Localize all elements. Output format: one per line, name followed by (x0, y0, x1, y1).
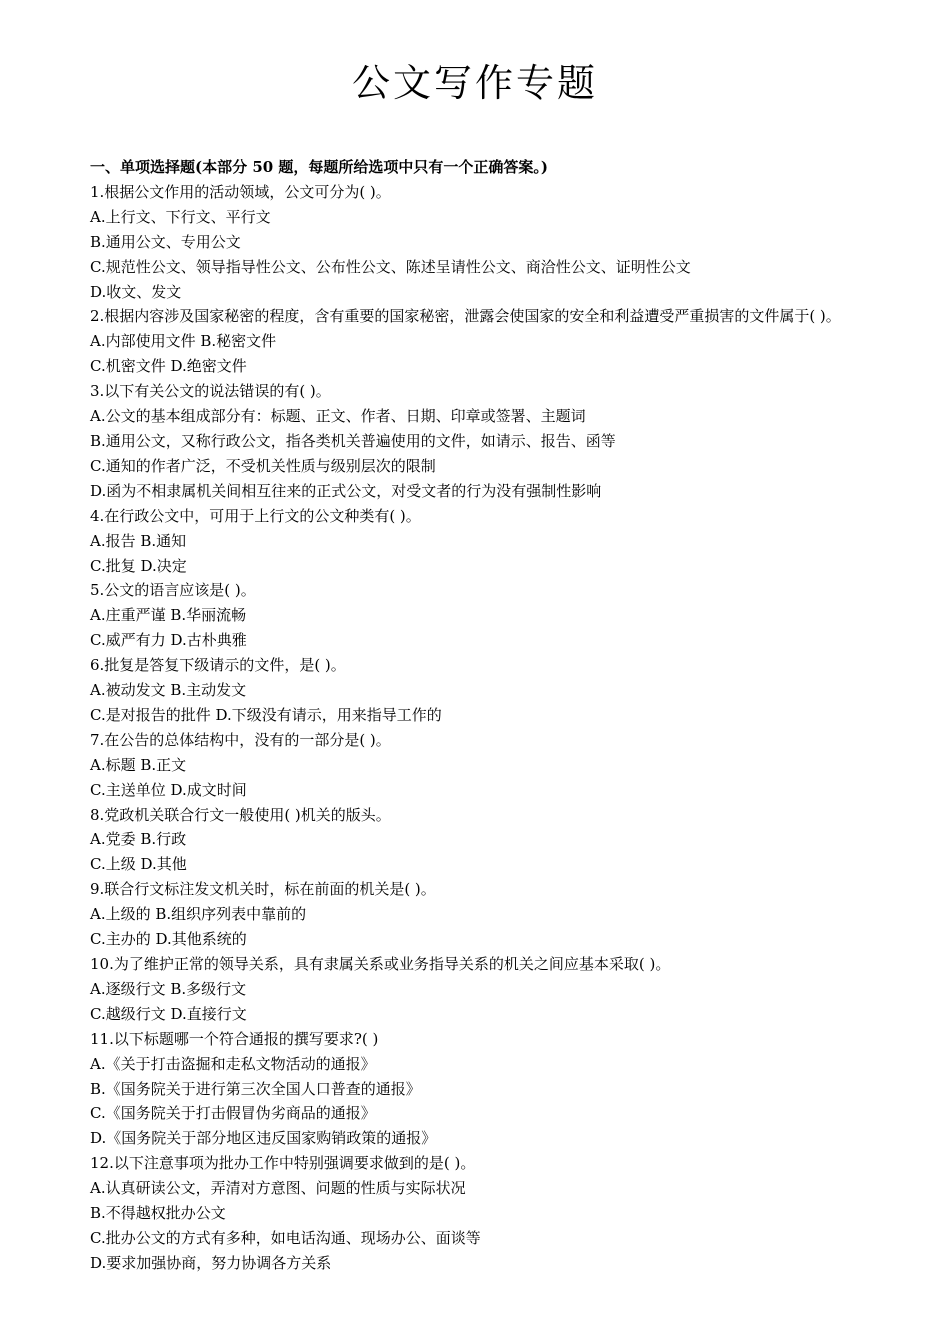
section-heading: 一、单项选择题(本部分 50 题，每题所给选项中只有一个正确答案。) (90, 158, 549, 176)
answer-option: A.上级的 B.组织序列表中靠前的 (90, 905, 307, 924)
answer-option: A.逐级行文 B.多级行文 (90, 979, 247, 998)
answer-option: A.《关于打击盗掘和走私文物活动的通报》 (90, 1054, 376, 1073)
answer-option: A.庄重严谨 B.华丽流畅 (90, 606, 247, 625)
answer-option: C.威严有力 D.古朴典雅 (90, 631, 247, 650)
question-text: 9.联合行文标注发文机关时，标在前面的机关是( )。 (90, 880, 436, 899)
question-text: 11.以下标题哪一个符合通报的撰写要求?( ) (90, 1029, 379, 1048)
answer-option: C.主送单位 D.成文时间 (90, 780, 247, 799)
question-text: 6.批复是答复下级请示的文件，是( )。 (90, 656, 346, 675)
answer-option: A.党委 B.行政 (90, 830, 187, 849)
answer-option: C.上级 D.其他 (90, 855, 187, 874)
page-title: 公文写作专题 (351, 61, 598, 105)
question-text: 4.在行政公文中，可用于上行文的公文种类有( )。 (90, 506, 421, 525)
answer-option: A.内部使用文件 B.秘密文件 (90, 332, 277, 351)
question-text: 10.为了维护正常的领导关系，具有隶属关系或业务指导关系的机关之间应基本采取( )。 (90, 955, 671, 973)
answer-option: B.通用公文，又称行政公文，指各类机关普遍使用的文件，如请示、报告、函等 (90, 431, 616, 450)
answer-option: C.越级行文 D.直接行文 (90, 1004, 247, 1023)
answer-option: D.收文、发文 (90, 282, 182, 301)
answer-option: D.函为不相隶属机关间相互往来的正式公文，对受文者的行为没有强制性影响 (90, 481, 602, 500)
question-text: 1.根据公文作用的活动领域，公文可分为( )。 (90, 182, 391, 201)
answer-option: C.批办公文的方式有多种，如电话沟通、现场办公、面谈等 (90, 1228, 481, 1247)
answer-option: B.《国务院关于进行第三次全国人口普查的通报》 (90, 1079, 421, 1098)
answer-option: B.不得越权批办公文 (90, 1204, 226, 1223)
answer-option: A.标题 B.正文 (90, 755, 187, 774)
question-text: 5.公文的语言应该是( )。 (90, 581, 256, 600)
answer-option: A.公文的基本组成部分有：标题、正文、作者、日期、印章或签署、主题词 (90, 407, 586, 426)
answer-option: C.机密文件 D.绝密文件 (90, 357, 247, 376)
answer-option: A.被动发文 B.主动发文 (90, 681, 247, 700)
answer-option: B.通用公文、专用公文 (90, 232, 241, 251)
question-text: 12.以下注意事项为批办工作中特别强调要求做到的是( )。 (90, 1154, 476, 1173)
question-list (58, 180, 892, 1276)
answer-option: C.《国务院关于打击假冒伪劣商品的通报》 (90, 1104, 376, 1123)
answer-option: D.要求加强协商，努力协调各方关系 (90, 1253, 332, 1272)
answer-option: A.认真研读公文，弄清对方意图、问题的性质与实际状况 (90, 1179, 466, 1198)
answer-option: A.上行文、下行文、平行文 (90, 207, 271, 226)
document-body (58, 155, 892, 1276)
answer-option: C.规范性公文、领导指导性公文、公布性公文、陈述呈请性公文、商洽性公文、证明性公文 (90, 257, 691, 276)
question-text: 7.在公告的总体结构中，没有的一部分是( )。 (90, 730, 391, 749)
question-text: 2.根据内容涉及国家秘密的程度，含有重要的国家秘密，泄露会使国家的安全和利益遭受严重损害的文件属于( )。 (90, 307, 841, 326)
answer-option: C.是对报告的批件 D.下级没有请示，用来指导工作的 (90, 705, 442, 724)
answer-option: D.《国务院关于部分地区违反国家购销政策的通报》 (90, 1129, 437, 1148)
answer-option: C.主办的 D.其他系统的 (90, 930, 247, 949)
question-text: 8.党政机关联合行文一般使用( )机关的版头。 (90, 805, 391, 824)
answer-option: C.批复 D.决定 (90, 556, 187, 575)
answer-option: C.通知的作者广泛，不受机关性质与级别层次的限制 (90, 456, 436, 475)
answer-option: A.报告 B.通知 (90, 531, 187, 550)
question-text: 3.以下有关公文的说法错误的有( )。 (90, 382, 331, 401)
